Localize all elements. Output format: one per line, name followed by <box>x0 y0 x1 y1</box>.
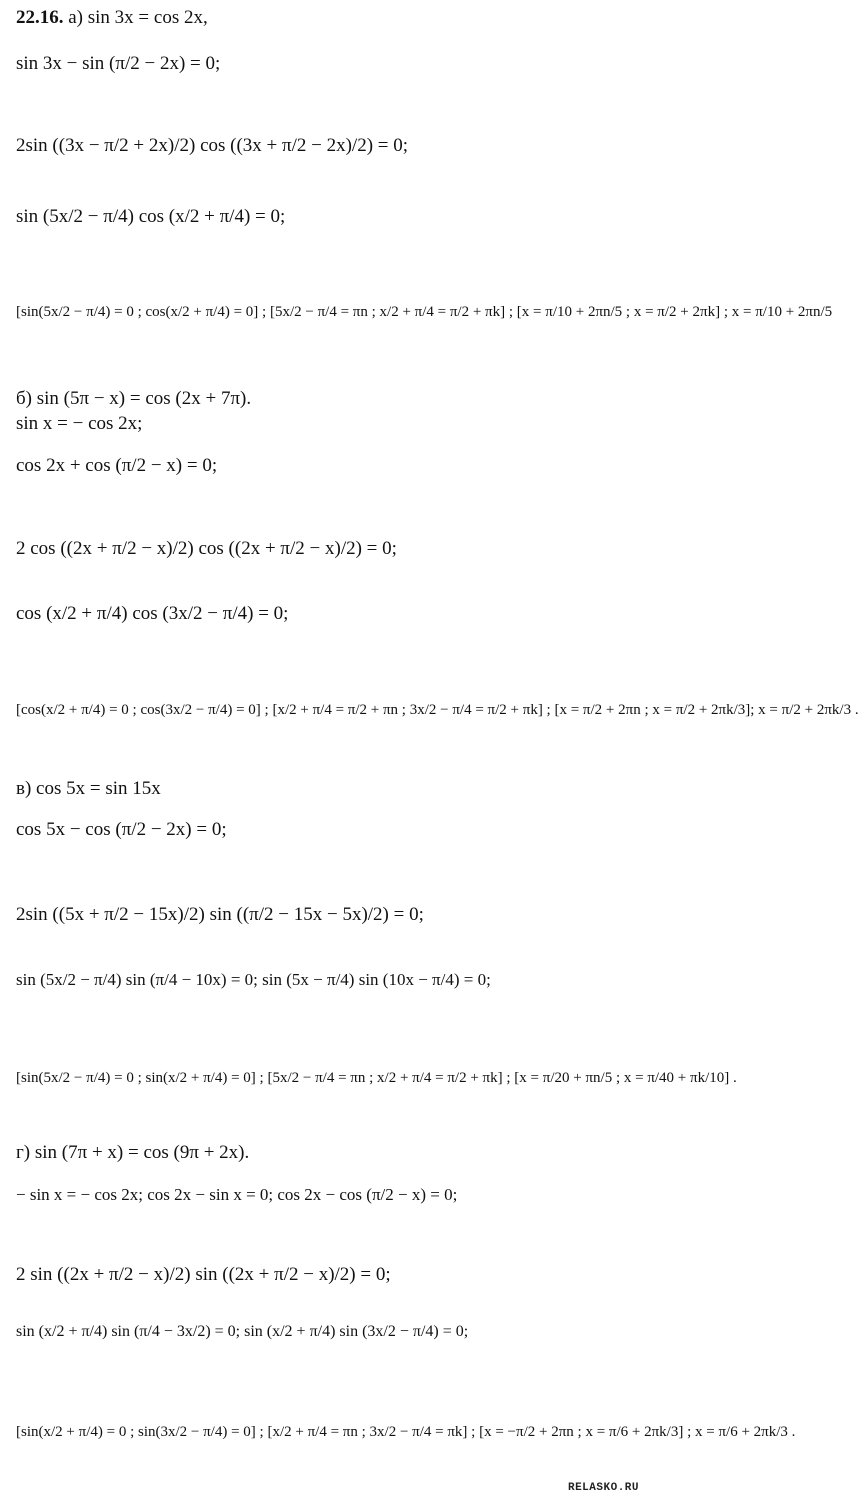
part-b-step-1: sin x = − cos 2x; <box>16 413 143 434</box>
part-a-header-line <box>16 6 208 30</box>
part-a-header: а) sin 3x = cos 2x, <box>68 7 208 28</box>
part-b-header: б) sin (5π − x) = cos (2x + 7π). <box>16 388 252 409</box>
part-b-step-5: [cos(x/2 + π/4) = 0 ; cos(3x/2 − π/4) = 0] ; [x/2 + π/4 = π/2 + πn ; 3x/2 − π/4 = π/2 + πk] ; [x = π/2 + 2πn ; x = π/2 + 2πk/3]; x = π/2 + 2πk/3 . <box>16 702 859 718</box>
watermark: RELASKO.RU <box>567 1482 639 1494</box>
part-v-step-1: cos 5x − cos (π/2 − 2x) = 0; <box>16 819 227 840</box>
part-a-step-3: sin (5x/2 − π/4) cos (x/2 + π/4) = 0; <box>16 206 286 227</box>
part-b-step-3: 2 cos ((2x + π/2 − x)/2) cos ((2x + π/2 − x)/2) = 0; <box>16 538 397 559</box>
part-g-step-4: [sin(x/2 + π/4) = 0 ; sin(3x/2 − π/4) = 0] ; [x/2 + π/4 = πn ; 3x/2 − π/4 = πk] ; [x = −π/2 + 2πn ; x = π/6 + 2πk/3] ; x = π/6 + 2πk/3 . <box>16 1424 796 1440</box>
part-g-step-3: sin (x/2 + π/4) sin (π/4 − 3x/2) = 0; sin (x/2 + π/4) sin (3x/2 − π/4) = 0; <box>16 1323 469 1340</box>
part-b-step-2: cos 2x + cos (π/2 − x) = 0; <box>16 455 218 476</box>
part-v-step-3: sin (5x/2 − π/4) sin (π/4 − 10x) = 0; sin (5x − π/4) sin (10x − π/4) = 0; <box>16 970 491 989</box>
part-v-header: в) cos 5x = sin 15x <box>16 778 161 799</box>
part-g-step-1: − sin x = − cos 2x; cos 2x − sin x = 0; cos 2x − cos (π/2 − x) = 0; <box>16 1185 458 1204</box>
part-a-step-1: sin 3x − sin (π/2 − 2x) = 0; <box>16 53 221 74</box>
part-g-header: г) sin (7π + x) = cos (9π + 2x). <box>16 1142 250 1163</box>
part-v-step-2: 2sin ((5x + π/2 − 15x)/2) sin ((π/2 − 15x − 5x)/2) = 0; <box>16 904 424 925</box>
part-g-step-2: 2 sin ((2x + π/2 − x)/2) sin ((2x + π/2 − x)/2) = 0; <box>16 1264 391 1285</box>
problem-number: 22.16. <box>16 7 64 28</box>
part-a-step-4: [sin(5x/2 − π/4) = 0 ; cos(x/2 + π/4) = 0] ; [5x/2 − π/4 = πn ; x/2 + π/4 = π/2 + πk] ; [x = π/10 + 2πn/5 ; x = π/2 + 2πk] ; x = π/10 + 2πn/5 <box>16 304 833 320</box>
part-b-step-4: cos (x/2 + π/4) cos (3x/2 − π/4) = 0; <box>16 603 289 624</box>
part-a-step-2: 2sin ((3x − π/2 + 2x)/2) cos ((3x + π/2 − 2x)/2) = 0; <box>16 135 409 156</box>
part-v-step-4: [sin(5x/2 − π/4) = 0 ; sin(x/2 + π/4) = 0] ; [5x/2 − π/4 = πn ; x/2 + π/4 = π/2 + πk] ; [x = π/20 + πn/5 ; x = π/40 + πk/10] . <box>16 1070 737 1086</box>
